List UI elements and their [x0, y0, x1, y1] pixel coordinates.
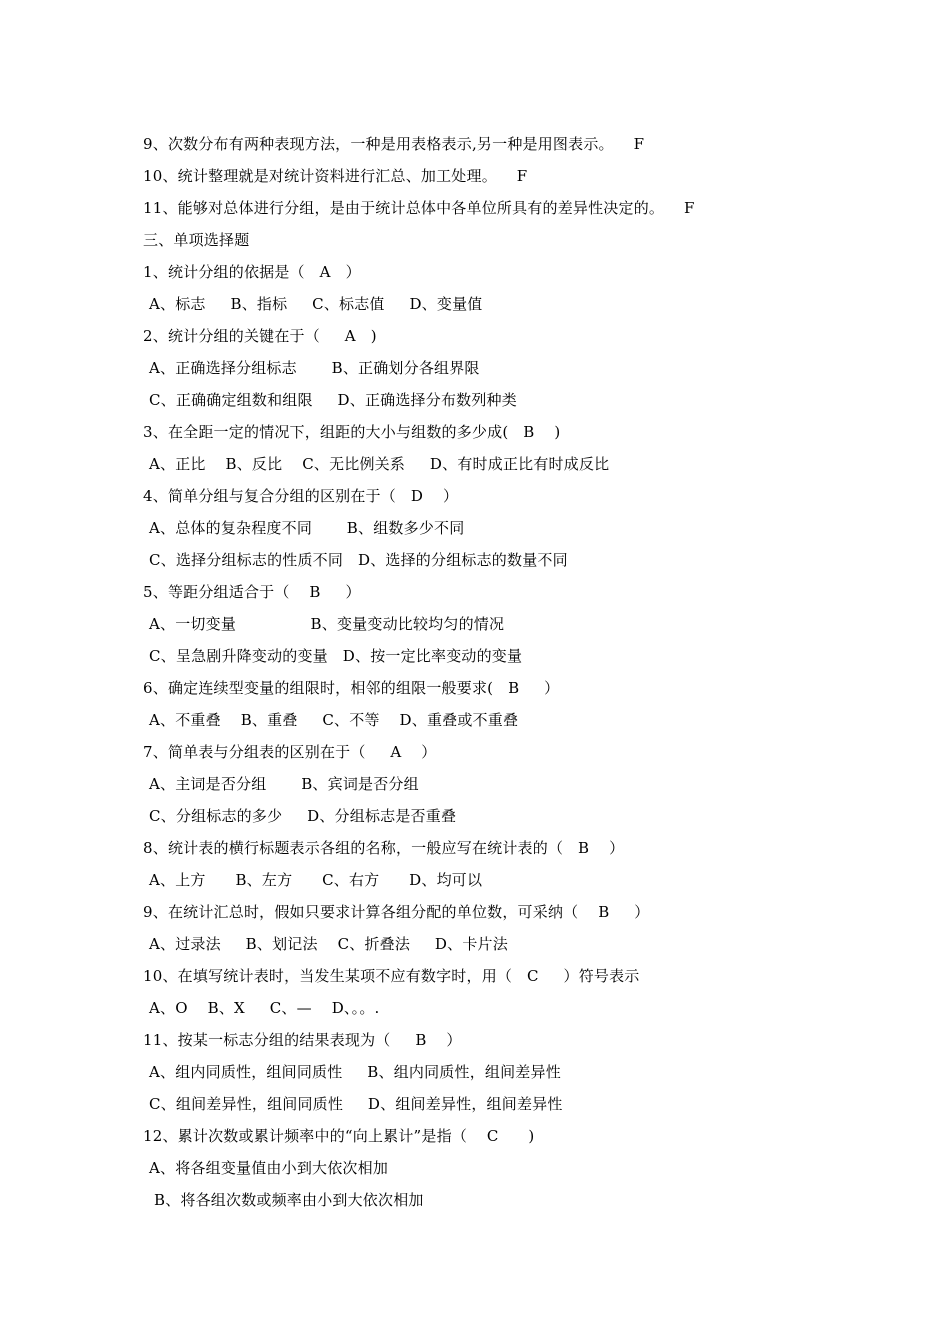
question-11-options-row-1: A、组内同质性，组间同质性 B、组内同质性，组间差异性 [149, 1063, 561, 1081]
question-9-options: A、过录法 B、划记法 C、折叠法 D、卡片法 [149, 935, 508, 953]
question-11-stem: 11、按某一标志分组的结果表现为（ B ） [143, 1031, 462, 1049]
question-5-options-row-1: A、一切变量 B、变量变动比较均匀的情况 [149, 615, 505, 633]
section-title: 三、单项选择题 [143, 231, 250, 249]
question-2-options-row-1: A、正确选择分组标志 B、正确划分各组界限 [149, 359, 480, 377]
question-7-options-row-1: A、主词是否分组 B、宾词是否分组 [149, 775, 419, 793]
question-6-options: A、不重叠 B、重叠 C、不等 D、重叠或不重叠 [149, 711, 519, 729]
question-12-stem: 12、累计次数或累计频率中的“向上累计”是指（ C ) [143, 1127, 535, 1145]
question-7-options-row-2: C、分组标志的多少 D、分组标志是否重叠 [149, 807, 457, 825]
document-body [143, 128, 843, 1216]
question-12-option-a: A、将各组变量值由小到大依次相加 [149, 1159, 389, 1177]
question-9-stem: 9、在统计汇总时，假如只要求计算各组分配的单位数，可采纳（ B ） [143, 903, 650, 921]
question-1-options: A、标志 B、指标 C、标志值 D、变量值 [149, 295, 483, 313]
question-12-option-b: B、将各组次数或频率由小到大依次相加 [149, 1191, 424, 1209]
question-3-options: A、正比 B、反比 C、无比例关系 D、有时成正比有时成反比 [149, 455, 610, 473]
question-4-options-row-1: A、总体的复杂程度不同 B、组数多少不同 [149, 519, 465, 537]
question-7-stem: 7、简单表与分组表的区别在于（ A ） [143, 743, 437, 761]
question-2-options-row-2: C、正确确定组数和组限 D、正确选择分布数列种类 [149, 391, 517, 409]
question-5-options-row-2: C、呈急剧升降变动的变量 D、按一定比率变动的变量 [149, 647, 523, 665]
question-4-options-row-2: C、选择分组标志的性质不同 D、选择的分组标志的数量不同 [149, 551, 568, 569]
judgement-item-11: 11、能够对总体进行分组，是由于统计总体中各单位所具有的差异性决定的。 F [143, 199, 695, 217]
question-10-stem: 10、在填写统计表时，当发生某项不应有数字时，用（ C ）符号表示 [143, 967, 640, 985]
question-1-stem: 1、统计分组的依据是（ A ） [143, 263, 361, 281]
question-3-stem: 3、在全距一定的情况下，组距的大小与组数的多少成( B ) [143, 423, 561, 441]
judgement-item-10: 10、统计整理就是对统计资料进行汇总、加工处理。 F [143, 167, 528, 185]
judgement-item-9: 9、次数分布有两种表现方法，一种是用表格表示,另一种是用图表示。 F [143, 135, 645, 153]
question-5-stem: 5、等距分组适合于（ B ） [143, 583, 361, 601]
question-8-stem: 8、统计表的横行标题表示各组的名称，一般应写在统计表的（ B ） [143, 839, 625, 857]
question-6-stem: 6、确定连续型变量的组限时，相邻的组限一般要求( B ） [143, 679, 560, 697]
question-11-options-row-2: C、组间差异性，组间同质性 D、组间差异性，组间差异性 [149, 1095, 563, 1113]
question-10-options: A、O B、X C、— D、。。. [149, 999, 380, 1017]
question-4-stem: 4、简单分组与复合分组的区别在于（ D ） [143, 487, 459, 505]
question-2-stem: 2、统计分组的关键在于（ A ) [143, 327, 377, 345]
question-8-options: A、上方 B、左方 C、右方 D、均可以 [149, 871, 483, 889]
